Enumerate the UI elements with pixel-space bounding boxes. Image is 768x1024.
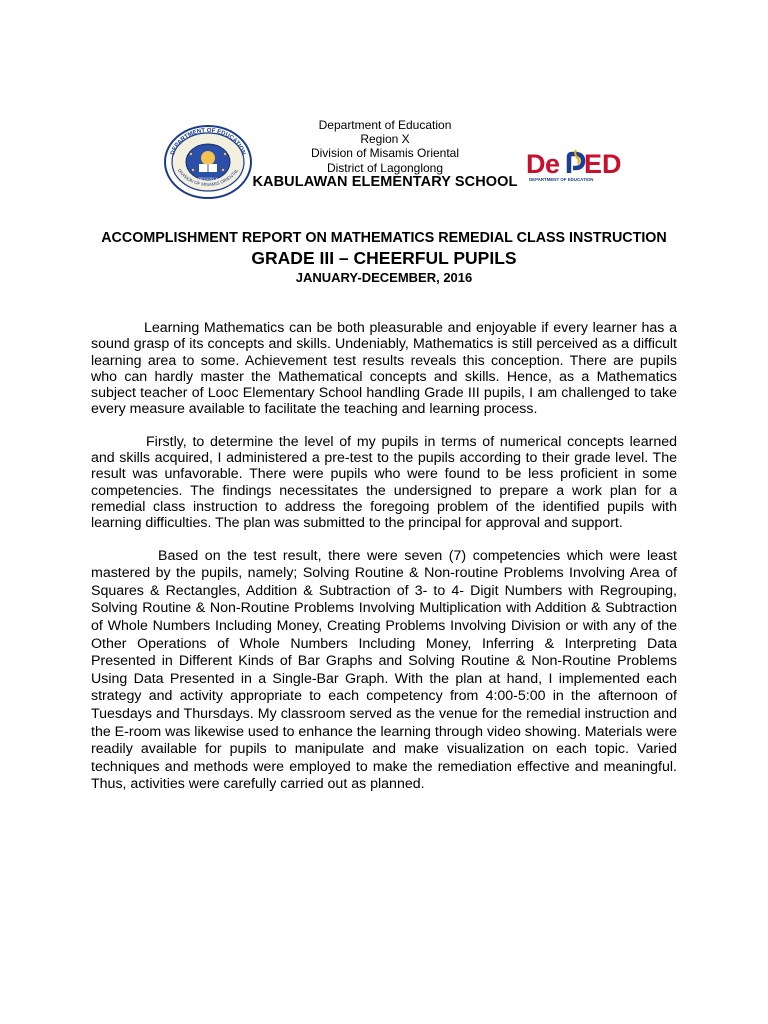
svg-text:D: D [526,149,546,179]
svg-text:REGION X: REGION X [198,176,218,181]
svg-text:e: e [545,149,561,179]
deped-seal-logo [163,124,253,200]
agency-line: Department of Education [318,118,452,132]
report-body [91,320,677,794]
deped-wordmark-logo [525,148,625,188]
letterhead [0,118,768,198]
svg-text:DEPARTMENT OF EDUCATION: DEPARTMENT OF EDUCATION [170,127,246,156]
paragraph-pretest: Firstly, to determine the level of my pupils in terms of numerical concepts learned and skills acquired, I administered a pre-test to the pupils according to their grade level. The result was unfavorable. There were pupils who were found to be less proficient in some competencies. The findings necessitates the undersigned to prepare a work plan for a remedial class instruction to address the foregoing problem of the identified pupils with learning difficulties. The plan was submitted to the principal for approval and support. [91,433,677,532]
report-title-block [0,229,768,287]
district-line: District of Lagonglong [326,160,444,175]
division-line: Division of Misamis Oriental [310,146,460,161]
svg-text:DIVISION OF MISAMIS ORIENTAL: DIVISION OF MISAMIS ORIENTAL [176,167,240,188]
paragraph-intro: Learning Mathematics can be both pleasurable and enjoyable if every learner has a sound grasp of its concepts and skills. Undeniably, Mathematics is still perceived as a difficult learning area to some. Achievement test results reveals this conception. There are pupils who can hardly master the Mathematical concepts and skills. Hence, as a Mathematics subject teacher of Looc Elementary School handling Grade III pupils, I am challenged to take every measure available to facilitate the teaching and learning process. [91,320,677,418]
report-subtitle: GRADE III – CHEERFUL PUPILS [251,248,517,268]
report-period: JANUARY-DECEMBER, 2016 [295,270,473,285]
region-line: Region X [360,132,410,147]
school-name: KABULAWAN ELEMENTARY SCHOOL [252,174,518,190]
agency-lines [250,118,520,175]
paragraph-competencies: Based on the test result, there were seven (7) competencies which were least mastered by the pupils, namely; Solving Routine & Non-routine Problems Involving Area of Squares & Rectangles, Addition & Subtraction of 3- to 4- Digit Numbers with Regrouping, Solving Routine & Non-Routine Problems Involving Multiplication with Addition & Subtraction of Whole Numbers Including Money, Creating Problems Involving Division or with any of the Other Operations of Whole Numbers Including Money, Inferring & Interpreting Data Presented in Different Kinds of Bar Graphs and Solving Routine & Non-Routine Problems Using Data Presented in a Single-Bar Graph. With the plan at hand, I implemented each strategy and activity appropriate to each competency from 4:00-5:00 in the afternoon of Tuesdays and Thursdays. My classroom served as the venue for the remedial instruction and the E-room was likewise used to enhance the learning through video showing. Materials were readily available for pupils to manipulate and make visualization on each topic. Varied techniques and methods were employed to make the remediation effective and meaningful. Thus, activities were carefully carried out as planned. [91,547,677,793]
svg-text:ED: ED [584,149,622,179]
svg-text:DEPARTMENT OF EDUCATION: DEPARTMENT OF EDUCATION [529,177,594,182]
report-title: ACCOMPLISHMENT REPORT ON MATHEMATICS REMEDIAL CLASS INSTRUCTION [101,230,667,246]
